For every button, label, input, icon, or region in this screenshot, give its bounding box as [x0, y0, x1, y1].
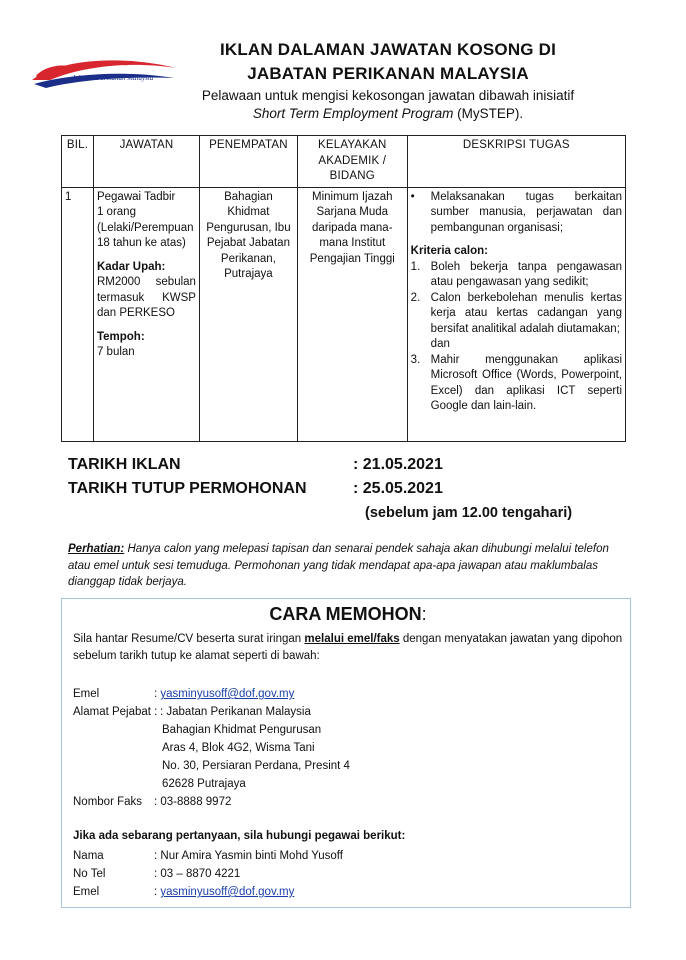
subtitle-line-1: Pelawaan untuk mengisi kekosongan jawatan dibawah inisiatif [201, 88, 575, 103]
list-item [411, 353, 622, 415]
wage-label: Kadar Upah: [96, 260, 166, 273]
item-number [411, 337, 431, 353]
header-penempatan: PENEMPATAN [199, 136, 297, 188]
bullet-icon: • [410, 190, 415, 203]
phone-value: : 03 – 8870 4221 [154, 868, 241, 880]
program-name: Short Term Employment Program [252, 106, 454, 121]
item-text: dan [430, 338, 450, 350]
item-number: 2. [410, 291, 421, 304]
name-value: : Nur Amira Yasmin binti Mohd Yusoff [154, 850, 343, 862]
duration-label: Tempoh: [96, 330, 145, 343]
application-intro [73, 631, 628, 665]
address-line-1: : Jabatan Perikanan Malaysia [160, 706, 311, 718]
list-item [411, 260, 622, 291]
duration-value: 7 bulan [96, 346, 135, 358]
item-number: 1. [410, 260, 421, 273]
job-details: 1 orang (Lelaki/Perempuan 18 tahun ke atas) [96, 206, 194, 249]
email-value[interactable]: : yasminyusoff@dof.gov.my [154, 688, 295, 700]
fax-label: Nombor Faks [73, 796, 143, 808]
notice-text [68, 541, 628, 591]
cell-kelayakan: Minimum Ijazah Sarjana Muda daripada mana-mana Institut Pengajian Tinggi [297, 187, 407, 441]
jabatan-perikanan-logo [28, 50, 178, 98]
job-title: Pegawai Tadbir [96, 190, 176, 203]
closing-time-note: (sebelum jam 12.00 tengahari) [365, 505, 573, 521]
contact-heading: Jika ada sebarang pertanyaan, sila hubungi pegawai berikut: [73, 830, 406, 842]
ad-date-label: TARIKH IKLAN [68, 456, 181, 473]
list-item [411, 291, 622, 338]
address-line-3: Aras 4, Blok 4G2, Wisma Tani [162, 742, 315, 754]
address-label: Alamat Pejabat : [73, 706, 158, 718]
list-item [411, 337, 622, 353]
duty-bullet [411, 190, 622, 237]
item-text: Calon berkebolehan menulis kertas kerja atau kertas cadangan yang bersifat analitikal adalah diutamakan; [430, 291, 622, 335]
contact-email-label: Emel [73, 886, 100, 898]
notice-label: Perhatian: [68, 543, 125, 555]
header-kelayakan: KELAYAKAN AKADEMIK / BIDANG [297, 136, 407, 188]
intro-part-2: dengan menyatakan jawatan yang dipohon sebelum tarikh tutup ke alamat seperti di bawah: [73, 633, 623, 662]
program-abbr: (MySTEP). [453, 106, 524, 121]
contact-email-value[interactable]: : yasminyusoff@dof.gov.my [154, 886, 295, 898]
item-number: 3. [410, 353, 421, 366]
address-line-2: Bahagian Khidmat Pengurusan [162, 724, 322, 736]
title-line-1: IKLAN DALAMAN JAWATAN KOSONG DI [219, 40, 557, 59]
application-title-colon: : [421, 604, 427, 624]
intro-emphasis: melalui emel/faks [304, 633, 400, 645]
cell-penempatan: Bahagian Khidmat Pengurusan, Ibu Pejabat Jabatan Perikanan, Putrajaya [199, 187, 297, 441]
address-line-1-text: Jabatan Perikanan Malaysia [166, 706, 311, 718]
cell-deskripsi [407, 187, 625, 441]
table-header-row [62, 136, 626, 188]
item-text: Boleh bekerja tanpa pengawasan atau pengawasan yang sedikit; [430, 260, 622, 288]
cell-bil: 1 [62, 187, 94, 441]
item-text: Mahir menggunakan aplikasi Microsoft Office (Words, Powerpoint, Excel) dan aplikasi ICT seperti Google dan lain-lain. [430, 353, 622, 412]
cell-jawatan [93, 187, 199, 441]
vacancy-table [61, 135, 626, 442]
contact-email-link[interactable]: yasminyusoff@dof.gov.my [160, 886, 295, 898]
intro-part-1: Sila hantar Resume/CV beserta surat iringan [73, 633, 305, 645]
duty-text: Melaksanakan tugas berkaitan sumber manusia, perjawatan dan pembangunan organisasi; [430, 190, 622, 234]
closing-date-value: : 25.05.2021 [353, 480, 443, 497]
fax-value: : 03-8888 9972 [154, 796, 232, 808]
phone-label: No Tel [73, 868, 106, 880]
address-line-5: 62628 Putrajaya [162, 778, 246, 790]
subtitle-line-2 [200, 106, 576, 121]
header-deskripsi: DESKRIPSI TUGAS [407, 136, 625, 188]
application-title [0, 604, 686, 625]
email-link[interactable]: yasminyusoff@dof.gov.my [160, 688, 295, 700]
logo-text: Jabatan Perikanan Malaysia [72, 74, 154, 82]
name-label: Nama [73, 850, 104, 862]
table-row [62, 187, 626, 441]
notice-body: Hanya calon yang melepasi tapisan dan senarai pendek sahaja akan dihubungi melalui telefon atau emel untuk sesi temuduga. Permohonan yang tidak mendapat apa-apa jawapan atau maklumbalas dianggap tidak berjaya. [68, 543, 609, 588]
title-line-2: JABATAN PERIKANAN MALAYSIA [247, 64, 529, 83]
criteria-label: Kriteria calon: [410, 245, 488, 257]
wage-value: RM2000 sebulan termasuk KWSP dan PERKESO [96, 276, 196, 319]
application-title-text: CARA MEMOHON [269, 604, 422, 624]
header-jawatan: JAWATAN [93, 136, 199, 188]
ad-date-value: : 21.05.2021 [353, 456, 443, 473]
closing-date-label: TARIKH TUTUP PERMOHONAN [68, 480, 307, 497]
address-line-4: No. 30, Persiaran Perdana, Presint 4 [162, 760, 350, 772]
email-label: Emel [73, 688, 100, 700]
header-bil: BIL. [62, 136, 94, 188]
